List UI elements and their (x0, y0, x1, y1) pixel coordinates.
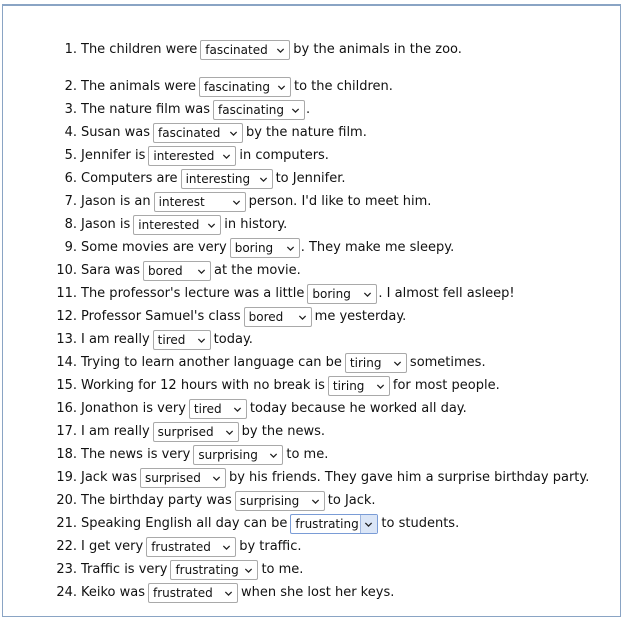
question-text-after: to me. (261, 562, 304, 577)
answer-dropdown[interactable] (328, 376, 390, 396)
answer-dropdown-value: fascinating (218, 103, 284, 117)
question-item (3, 39, 462, 61)
question-number: 17. (56, 424, 77, 439)
question-item (3, 444, 328, 466)
question-item (3, 375, 500, 397)
question-text-before: Susan was (81, 125, 150, 140)
question-item (3, 283, 515, 305)
answer-dropdown-value: boring (234, 241, 274, 255)
question-number: 6. (64, 171, 77, 186)
answer-dropdown-value: frustrating (295, 517, 359, 531)
answer-dropdown-value: boring (312, 287, 351, 301)
question-number: 15. (56, 378, 77, 393)
answer-dropdown[interactable] (170, 560, 258, 580)
question-text-after: by the nature film. (245, 125, 367, 140)
question-text-after: today because he worked all day. (249, 401, 467, 416)
question-text-after: by traffic. (239, 539, 302, 554)
answer-dropdown[interactable] (140, 468, 226, 488)
answer-dropdown-value: tired (193, 402, 222, 416)
question-number: 11. (56, 286, 77, 301)
question-item (3, 306, 406, 328)
question-text-after: by the animals in the zoo. (293, 42, 462, 57)
answer-dropdown-value: interesting (185, 172, 251, 186)
question-item (3, 490, 376, 512)
answer-dropdown[interactable] (181, 169, 273, 189)
question-item (3, 582, 394, 604)
question-number: 4. (64, 125, 77, 140)
chevron-down-icon (224, 589, 233, 598)
answer-dropdown[interactable] (235, 491, 325, 511)
question-number: 18. (56, 447, 77, 462)
question-text-before: The news is very (81, 447, 191, 462)
question-number: 13. (56, 332, 77, 347)
question-text-before: Jack was (81, 470, 137, 485)
question-text-after: to students. (381, 516, 460, 531)
question-item (3, 513, 459, 535)
chevron-down-icon (233, 405, 242, 414)
question-number: 9. (64, 240, 77, 255)
question-text-before: Some movies are very (81, 240, 227, 255)
question-text-after: to Jack. (327, 493, 376, 508)
question-text-before: Professor Samuel's class (81, 309, 241, 324)
question-text-before: Working for 12 hours with no break is (81, 378, 325, 393)
answer-dropdown-value: tiring (332, 379, 365, 393)
answer-dropdown[interactable] (189, 399, 247, 419)
chevron-down-icon (298, 313, 307, 322)
question-text-before: Trying to learn another language can be (81, 355, 342, 370)
question-item (3, 168, 346, 190)
answer-dropdown[interactable] (133, 215, 221, 235)
question-item (3, 467, 589, 489)
chevron-down-icon (259, 175, 268, 184)
answer-dropdown[interactable] (199, 77, 291, 97)
chevron-down-icon (393, 359, 402, 368)
question-text-before: Speaking English all day can be (81, 516, 288, 531)
question-item (3, 329, 253, 351)
answer-dropdown-value: surprising (198, 448, 258, 462)
chevron-down-icon (222, 152, 231, 161)
chevron-down-icon (364, 520, 373, 529)
question-item (3, 214, 287, 236)
question-text-after: me yesterday. (314, 309, 407, 324)
question-text-before: The children were (81, 42, 198, 57)
question-text-after: to the children. (293, 79, 393, 94)
question-item (3, 398, 467, 420)
question-number: 1. (64, 42, 77, 57)
answer-dropdown[interactable] (143, 261, 211, 281)
question-item (3, 352, 486, 374)
question-text-after: by the news. (241, 424, 325, 439)
question-item (3, 76, 393, 98)
chevron-down-icon (244, 566, 253, 575)
question-text-after: person. I'd like to meet him. (248, 194, 432, 209)
chevron-down-icon (277, 83, 286, 92)
question-item (3, 122, 367, 144)
question-text-before: Sara was (81, 263, 141, 278)
answer-dropdown-value: tired (157, 333, 186, 347)
question-text-after: to me. (286, 447, 329, 462)
chevron-down-icon (197, 267, 206, 276)
quiz-panel (2, 4, 621, 617)
chevron-down-icon (291, 106, 300, 115)
answer-dropdown-value: surprising (239, 494, 300, 508)
question-text-after: at the movie. (214, 263, 301, 278)
question-text-before: Jennifer is (81, 148, 146, 163)
question-number: 14. (56, 355, 77, 370)
question-text-before: Traffic is very (81, 562, 168, 577)
question-text-after: sometimes. (409, 355, 486, 370)
answer-dropdown-value: frustrating (175, 563, 239, 577)
answer-dropdown[interactable] (230, 238, 300, 258)
question-text-after: in history. (224, 217, 288, 232)
question-text-before: Jonathon is very (81, 401, 186, 416)
question-number: 22. (56, 539, 77, 554)
answer-dropdown-value: surprised (157, 425, 214, 439)
answer-dropdown-value: fascinating (203, 80, 270, 94)
question-text-after: when she lost her keys. (241, 585, 395, 600)
answer-dropdown[interactable] (153, 422, 239, 442)
answer-dropdown[interactable] (290, 514, 378, 534)
question-item (3, 421, 325, 443)
chevron-down-icon (276, 46, 285, 55)
answer-dropdown[interactable] (146, 537, 236, 557)
question-text-after: to Jennifer. (275, 171, 346, 186)
question-text-before: I am really (81, 332, 150, 347)
question-number: 21. (56, 516, 77, 531)
question-text-before: The nature film was (81, 102, 211, 117)
question-text-before: The birthday party was (81, 493, 232, 508)
question-item (3, 260, 301, 282)
question-number: 2. (64, 79, 77, 94)
answer-dropdown[interactable] (200, 40, 290, 60)
question-text-after: . They make me sleepy. (300, 240, 455, 255)
answer-dropdown[interactable] (345, 353, 407, 373)
answer-dropdown[interactable] (154, 192, 246, 212)
question-text-after: by his friends. They gave him a surprise birthday party. (228, 470, 590, 485)
answer-dropdown-value: surprised (144, 471, 201, 485)
answer-dropdown[interactable] (307, 284, 377, 304)
question-item (3, 99, 310, 121)
answer-dropdown-value: fascinated (205, 43, 268, 57)
question-item (3, 237, 454, 259)
question-number: 20. (56, 493, 77, 508)
answer-dropdown-value: interested (153, 149, 215, 163)
question-text-before: The professor's lecture was a little (81, 286, 305, 301)
answer-dropdown[interactable] (148, 583, 238, 603)
answer-dropdown-value: bored (148, 264, 183, 278)
answer-dropdown[interactable] (148, 146, 236, 166)
question-number: 23. (56, 562, 77, 577)
question-item (3, 145, 329, 167)
question-number: 16. (56, 401, 77, 416)
question-text-before: Jason is an (81, 194, 151, 209)
question-item (3, 191, 431, 213)
question-text-before: Jason is (81, 217, 131, 232)
question-text-after: . (306, 102, 311, 117)
question-text-after: for most people. (392, 378, 500, 393)
question-text-before: The animals were (81, 79, 196, 94)
answer-dropdown[interactable] (153, 330, 211, 350)
question-number: 12. (56, 309, 77, 324)
question-item (3, 536, 302, 558)
question-text-before: Computers are (81, 171, 178, 186)
question-text-before: Keiko was (81, 585, 146, 600)
question-number: 24. (56, 585, 77, 600)
question-number: 19. (56, 470, 77, 485)
question-text-after: . I almost fell asleep! (378, 286, 515, 301)
answer-dropdown-value: fascinated (157, 126, 221, 140)
question-number: 3. (64, 102, 77, 117)
chevron-down-icon (222, 543, 231, 552)
answer-dropdown-value: frustrated (153, 586, 213, 600)
chevron-down-icon (363, 290, 372, 299)
chevron-down-icon (311, 497, 320, 506)
question-text-before: I am really (81, 424, 150, 439)
answer-dropdown[interactable] (213, 100, 305, 120)
answer-dropdown-value: interest (158, 195, 205, 209)
chevron-down-icon (229, 129, 238, 138)
chevron-down-icon (197, 336, 206, 345)
question-number: 5. (64, 148, 77, 163)
chevron-down-icon (286, 244, 295, 253)
answer-dropdown-value: tiring (349, 356, 382, 370)
chevron-down-icon (269, 451, 278, 460)
chevron-down-icon (212, 474, 221, 483)
question-number: 8. (64, 217, 77, 232)
answer-dropdown[interactable] (244, 307, 312, 327)
answer-dropdown-value: frustrated (151, 540, 211, 554)
chevron-down-icon (207, 221, 216, 230)
question-text-after: in computers. (239, 148, 329, 163)
question-number: 10. (56, 263, 77, 278)
question-number: 7. (64, 194, 77, 209)
chevron-down-icon (225, 428, 234, 437)
question-item (3, 559, 303, 581)
answer-dropdown[interactable] (153, 123, 243, 143)
question-text-after: today. (213, 332, 253, 347)
question-text-before: I get very (81, 539, 144, 554)
question-list (3, 6, 620, 616)
answer-dropdown-value: interested (138, 218, 200, 232)
chevron-down-icon (376, 382, 385, 391)
chevron-down-icon (232, 198, 241, 207)
answer-dropdown-value: bored (248, 310, 284, 324)
answer-dropdown[interactable] (193, 445, 283, 465)
